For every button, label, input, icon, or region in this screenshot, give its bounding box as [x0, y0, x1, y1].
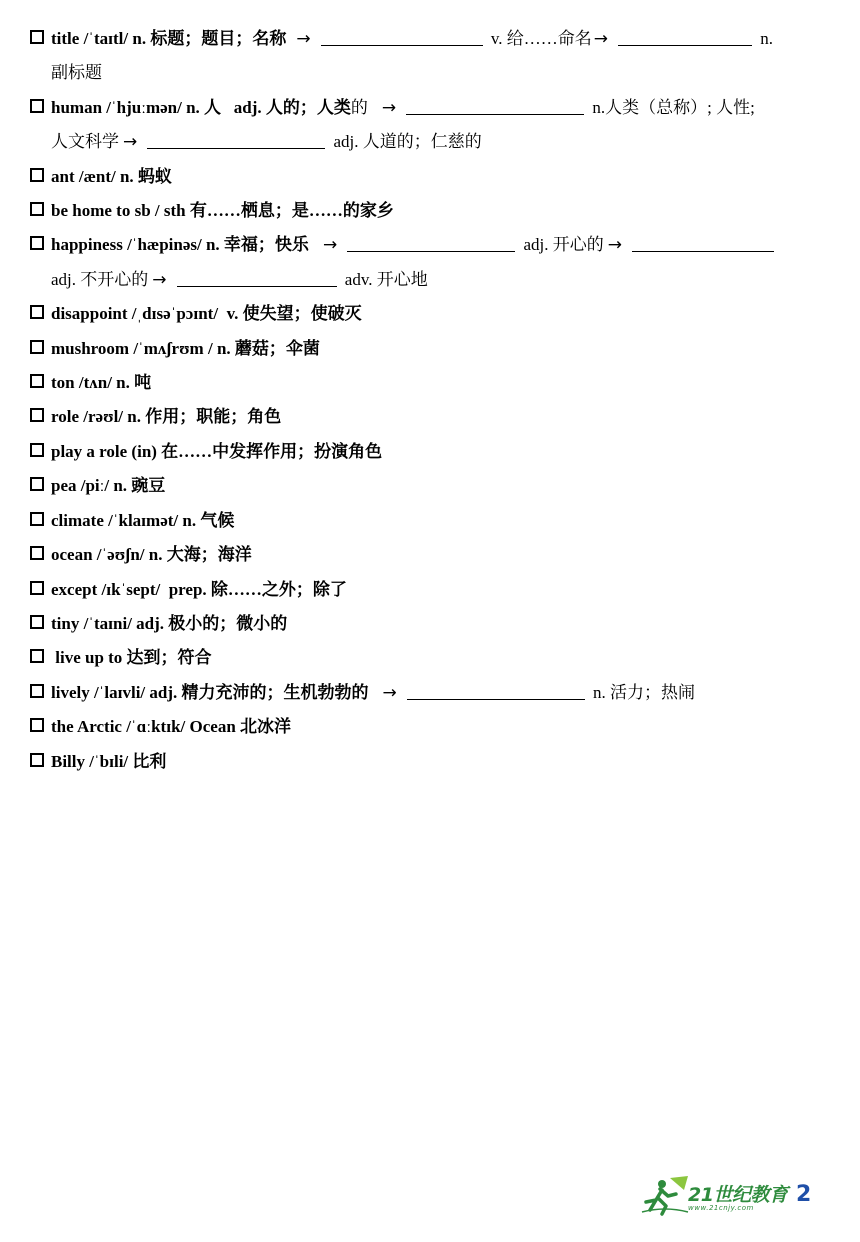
vocab-entry-role	[30, 400, 830, 434]
fill-blank[interactable]	[632, 237, 774, 252]
fill-blank[interactable]	[321, 31, 483, 46]
entry-text: climate /ˈklaɪmət/ n. 气候	[51, 510, 235, 530]
blank-hint: n.	[760, 29, 773, 48]
entry-text: mushroom /ˈmʌʃrʊm / n. 蘑菇；伞菌	[51, 338, 320, 358]
entry-text: ton /tʌn/ n. 吨	[51, 373, 152, 393]
checkbox-icon[interactable]	[30, 168, 44, 182]
checkbox-icon[interactable]	[30, 512, 44, 526]
vocab-entry-billy	[30, 745, 830, 779]
blank-hint: adj. 开心的	[523, 235, 604, 255]
word: lively	[51, 682, 90, 702]
runner-icon	[640, 1176, 690, 1216]
blank-hint: n. 活力；热闹	[593, 682, 696, 702]
entry-continuation	[30, 125, 830, 159]
vocab-entry-ocean	[30, 538, 830, 572]
blank-hint: n.人类（总称）; 人性;	[592, 97, 755, 117]
vocab-entry-play-a-role	[30, 435, 830, 469]
vocab-entry-human	[30, 91, 830, 160]
entry-text: live up to 达到；符合	[51, 648, 212, 668]
vocab-entry-ant	[30, 160, 830, 194]
fill-blank[interactable]	[407, 685, 585, 700]
definition: n. 幸福；快乐	[205, 235, 309, 255]
vocab-entry-climate	[30, 504, 830, 538]
definition: n. 标题；题目；名称	[132, 29, 287, 48]
checkbox-icon[interactable]	[30, 305, 44, 319]
word: human	[51, 97, 103, 117]
arrow-right-icon: →	[593, 29, 608, 49]
word: title	[51, 29, 80, 48]
vocab-entry-except	[30, 573, 830, 607]
checkbox-icon[interactable]	[30, 684, 44, 698]
blank-hint: v. 给……命名	[490, 29, 592, 48]
checkbox-icon[interactable]	[30, 581, 44, 595]
phonetic: /ˈtaɪtl/	[83, 29, 129, 48]
checkbox-icon[interactable]	[30, 615, 44, 629]
line2-suffix: adv. 开心地	[344, 269, 428, 289]
entry-text: play a role (in) 在……中发挥作用；扮演角色	[51, 441, 383, 461]
checkbox-icon[interactable]	[30, 649, 44, 663]
checkbox-icon[interactable]	[30, 408, 44, 422]
vocab-entry-mushroom	[30, 332, 830, 366]
vocab-entry-disappoint	[30, 297, 830, 331]
checkbox-icon[interactable]	[30, 753, 44, 767]
entry-text: role /rəʊl/ n. 作用；职能；角色	[51, 407, 282, 427]
phonetic: /ˈlaɪvli/	[93, 682, 146, 702]
arrow-right-icon: →	[607, 235, 622, 256]
checkbox-icon[interactable]	[30, 202, 44, 216]
vocab-entry-the-arctic-ocean	[30, 710, 830, 744]
word: happiness	[51, 235, 123, 255]
entry-continuation	[30, 263, 830, 297]
logo-url: www.21cnjy.com	[688, 1204, 754, 1212]
checkbox-icon[interactable]	[30, 340, 44, 354]
checkbox-icon[interactable]	[30, 477, 44, 491]
page-number: 2	[796, 1182, 812, 1207]
vocab-entry-live-up-to	[30, 641, 830, 675]
checkbox-icon[interactable]	[30, 374, 44, 388]
vocab-entry-ton	[30, 366, 830, 400]
entry-text: pea /piː/ n. 豌豆	[51, 476, 166, 496]
logo-brand: 21世纪教育	[688, 1184, 788, 1206]
checkbox-icon[interactable]	[30, 718, 44, 732]
entry-text: the Arctic /ˈɑːktɪk/ Ocean 北冰洋	[51, 717, 292, 737]
checkbox-icon[interactable]	[30, 99, 44, 113]
checkbox-icon[interactable]	[30, 546, 44, 560]
vocab-entry-lively	[30, 676, 830, 710]
fill-blank[interactable]	[406, 100, 584, 115]
fill-blank[interactable]	[147, 134, 325, 149]
arrow-right-icon: →	[152, 269, 167, 290]
arrow-right-icon: →	[123, 132, 138, 153]
entry-text: ant /ænt/ n. 蚂蚁	[51, 166, 172, 186]
arrow-right-icon: →	[322, 235, 338, 256]
checkbox-icon[interactable]	[30, 443, 44, 457]
arrow-right-icon: →	[296, 29, 311, 49]
vocab-entry-title	[30, 22, 830, 91]
entry-text: Billy /ˈbɪli/ 比利	[51, 751, 167, 771]
line2-prefix: 人文科学	[51, 132, 119, 152]
entry-text: be home to sb / sth 有……栖息；是……的家乡	[51, 201, 394, 221]
definition-tail: 的	[350, 97, 368, 117]
vocab-entry-happiness	[30, 228, 830, 297]
phonetic: /ˈhjuːmən/	[106, 97, 182, 117]
line2-prefix: adj. 不开心的	[51, 269, 149, 289]
definition: adj. 精力充沛的；生机勃勃的	[145, 682, 369, 702]
arrow-right-icon: →	[382, 682, 397, 703]
fill-blank[interactable]	[347, 237, 515, 252]
line2-suffix: adj. 人道的；仁慈的	[333, 132, 482, 152]
fill-blank[interactable]	[618, 31, 752, 46]
definition: n. 人 adj. 人的；人类	[186, 97, 351, 117]
entry-text: disappoint /ˌdɪsəˈpɔɪnt/ v. 使失望；使破灭	[51, 304, 362, 324]
vocab-entry-tiny	[30, 607, 830, 641]
phonetic: /ˈhæpinəs/	[127, 235, 202, 255]
entry-text: except /ɪkˈsept/ prep. 除……之外；除了	[51, 579, 347, 599]
checkbox-icon[interactable]	[30, 30, 44, 44]
checkbox-icon[interactable]	[30, 236, 44, 250]
vocab-entry-be-home-to	[30, 194, 830, 228]
entry-text: tiny /ˈtaɪni/ adj. 极小的；微小的	[51, 613, 288, 633]
entry-text: ocean /ˈəʊʃn/ n. 大海；海洋	[51, 545, 252, 565]
vocab-entry-pea	[30, 469, 830, 503]
vocabulary-list	[30, 22, 830, 779]
fill-blank[interactable]	[177, 272, 337, 287]
publisher-logo	[640, 1176, 820, 1218]
arrow-right-icon: →	[381, 97, 397, 118]
entry-continuation: 副标题	[51, 63, 102, 83]
